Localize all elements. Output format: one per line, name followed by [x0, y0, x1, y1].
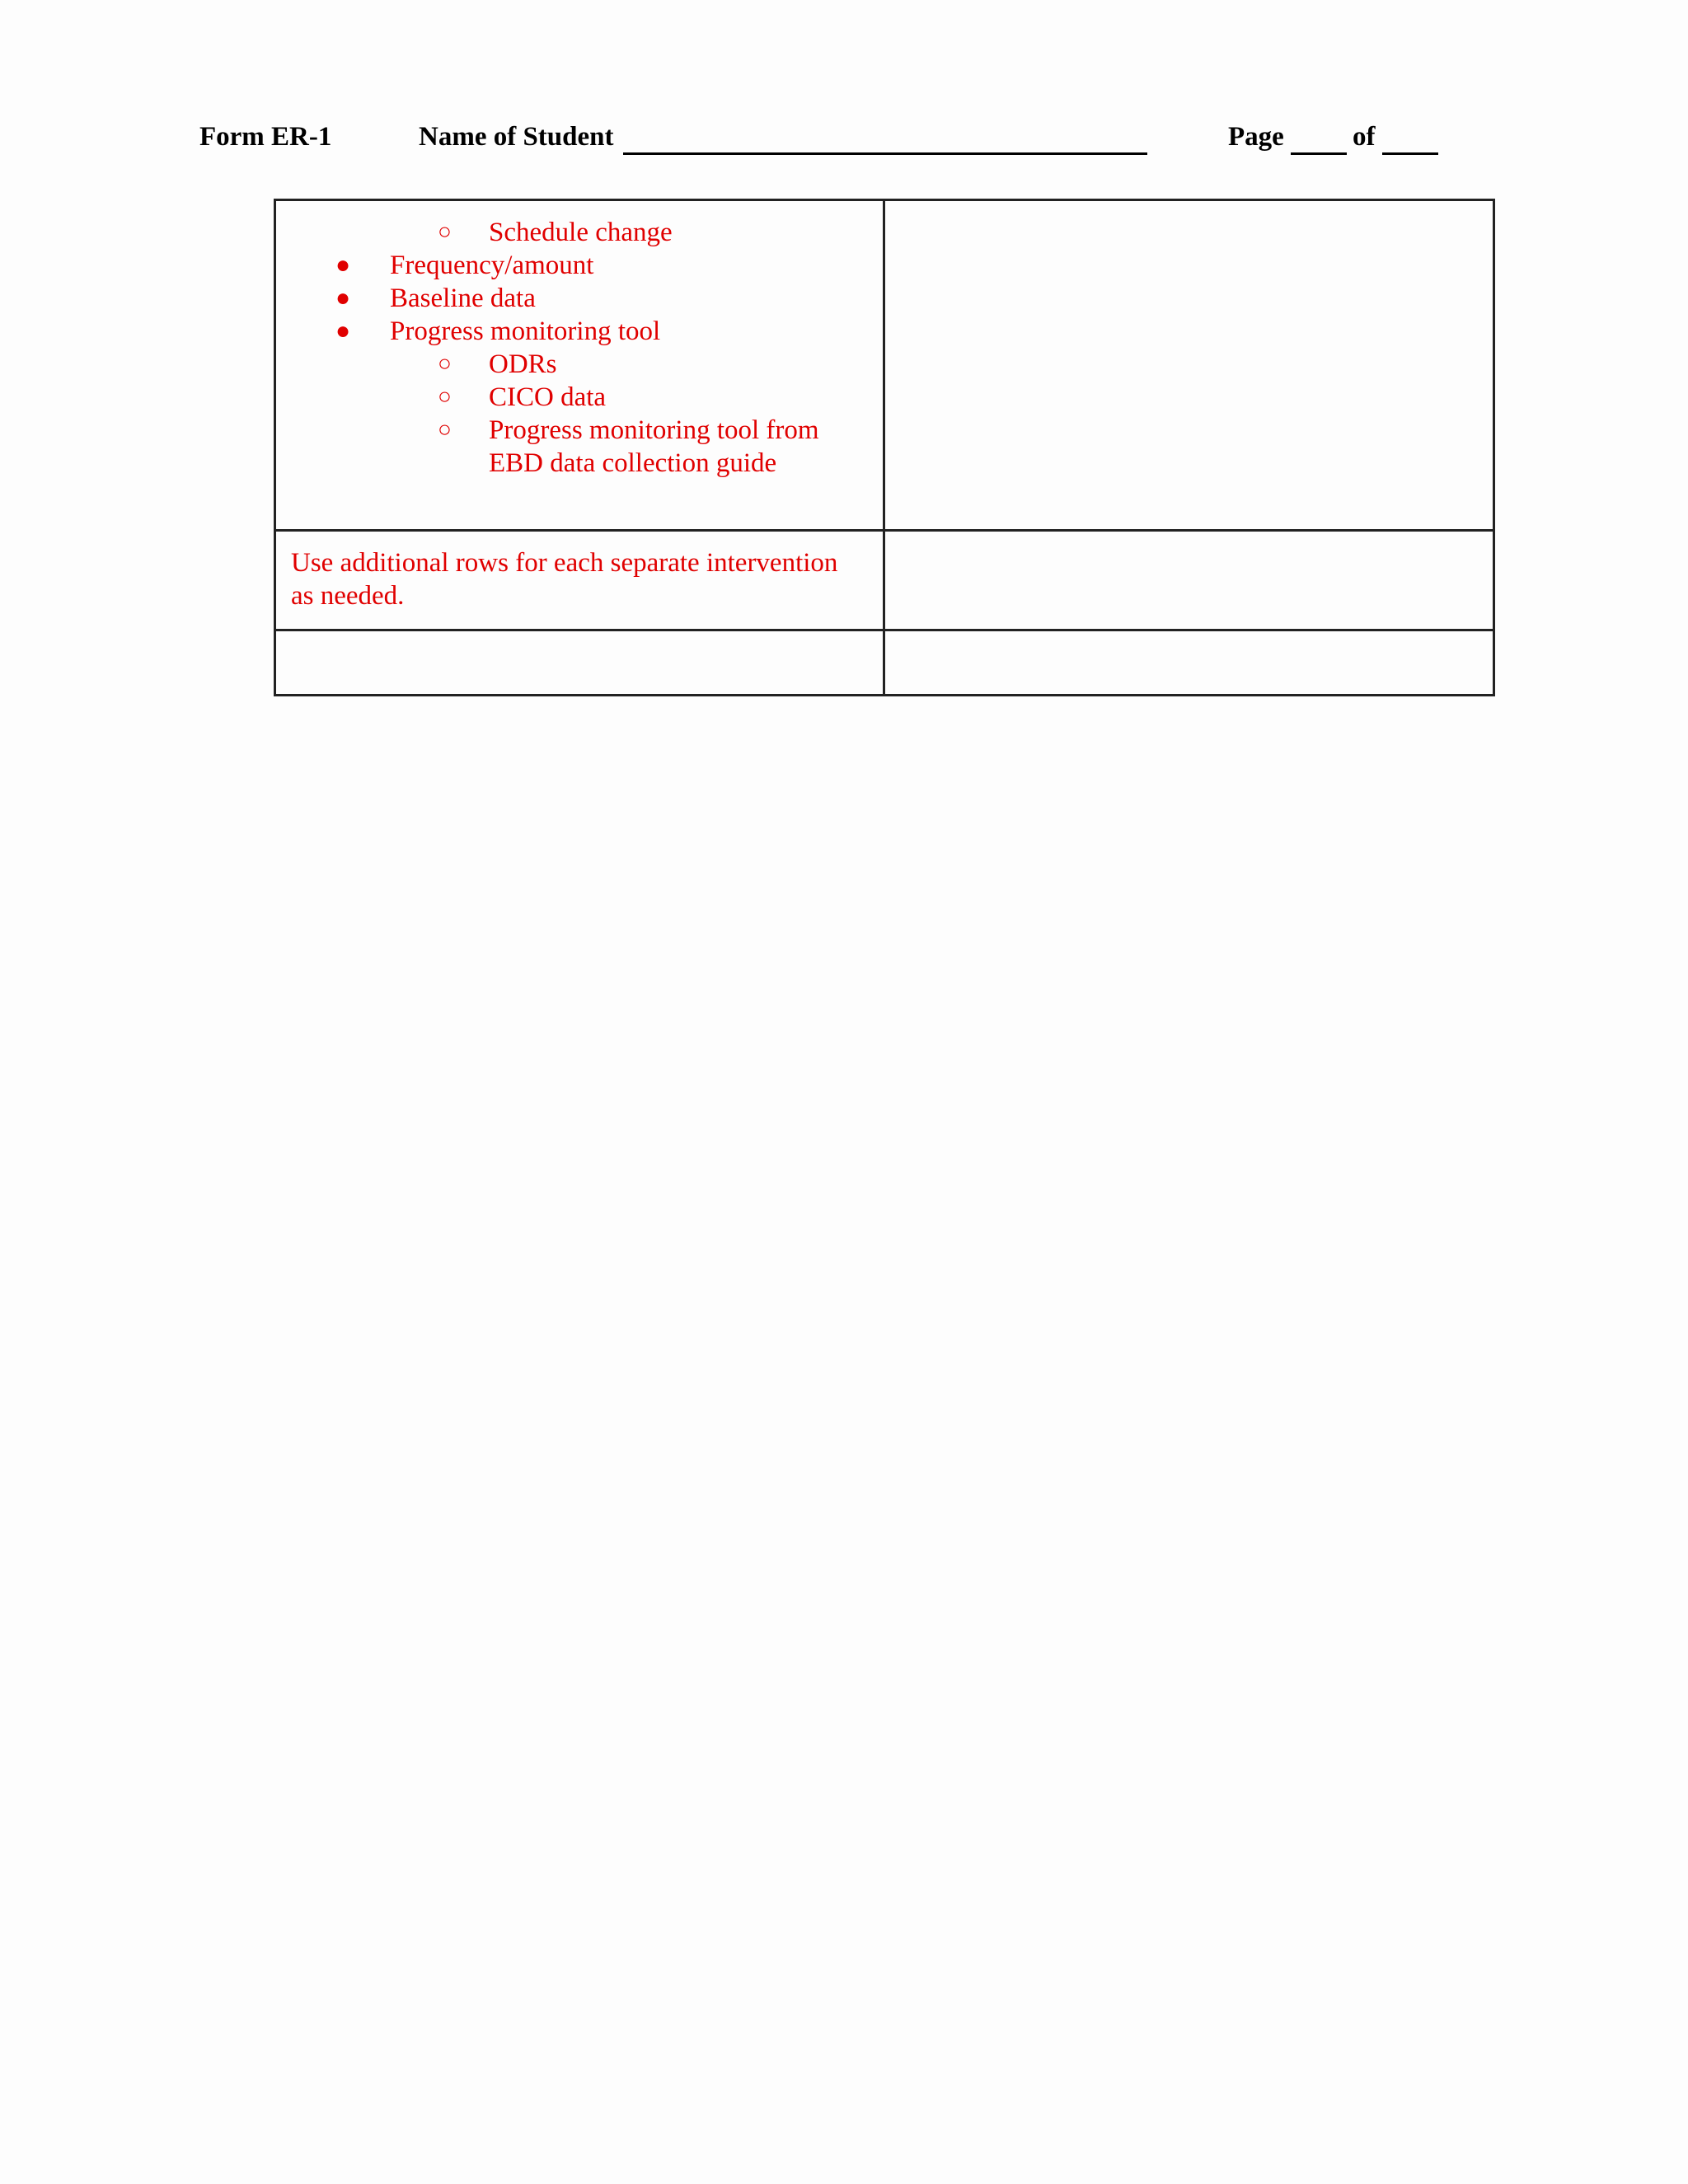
hollow-bullet-icon: ○	[438, 219, 452, 245]
student-name-field[interactable]	[623, 122, 1147, 155]
hollow-bullet-icon: ○	[438, 351, 452, 377]
instruction-text	[276, 532, 883, 612]
guidance-list	[276, 201, 883, 529]
student-name-label: Name of Student	[419, 122, 614, 152]
list-item-text: CICO data	[489, 382, 607, 412]
instruction-line: as needed.	[291, 581, 405, 611]
table-cell-empty[interactable]	[884, 630, 1494, 696]
page-label: Page	[1228, 122, 1284, 152]
filled-bullet-icon: ●	[335, 251, 351, 279]
form-id: Form ER-1	[199, 122, 332, 152]
table-cell-instruction[interactable]	[275, 531, 884, 630]
hollow-bullet-icon: ○	[438, 417, 452, 443]
filled-bullet-icon: ●	[335, 317, 351, 344]
table-row	[275, 531, 1494, 630]
intervention-table	[274, 199, 1495, 696]
list-item-text: EBD data collection guide	[489, 448, 777, 478]
page-total-field[interactable]	[1382, 122, 1438, 155]
table-cell-empty[interactable]	[275, 630, 884, 696]
list-item-text: Progress monitoring tool	[390, 316, 661, 346]
hollow-bullet-icon: ○	[438, 384, 452, 410]
page-of-label: of	[1353, 122, 1376, 152]
page-number-field[interactable]	[1291, 122, 1347, 155]
table-row	[275, 200, 1494, 531]
list-item-text: Schedule change	[489, 218, 673, 247]
list-item-text: Progress monitoring tool from	[489, 415, 819, 445]
form-header	[0, 122, 1688, 171]
list-item-text: Baseline data	[390, 284, 536, 313]
instruction-line: Use additional rows for each separate intervention	[291, 548, 838, 578]
list-item-text: Frequency/amount	[390, 251, 594, 280]
list-item-text: ODRs	[489, 349, 557, 379]
filled-bullet-icon: ●	[335, 284, 351, 312]
table-cell-empty[interactable]	[884, 531, 1494, 630]
table-row	[275, 630, 1494, 696]
table-cell-guidance[interactable]	[275, 200, 884, 531]
table-cell-empty[interactable]	[884, 200, 1494, 531]
